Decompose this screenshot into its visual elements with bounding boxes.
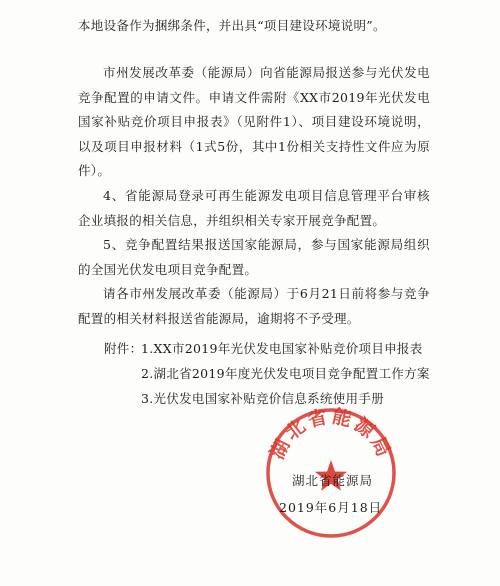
signature-date: 2019年6月18日 xyxy=(279,500,383,515)
attachment-item-1: 1.XX市2019年光伏发电国家补贴竞价项目申报表 xyxy=(141,341,423,356)
attachment-item-3: 3.光伏发电国家补贴竞价信息系统使用手册 xyxy=(141,391,384,406)
paragraph-application-files: 市州发展改革委（能源局）向省能源局报送参与光伏发电竞争配置的申请文件。申请文件需附《XX市2019年光伏发电国家补贴竞价项目申报表》（见附件1）、项目建设环境说明，以及项目申报材料（1式5份，其中1份相关支持性文件应为原件）。 xyxy=(78,65,430,178)
attachment-item-2: 2.湖北省2019年度光伏发电项目竞争配置工作方案 xyxy=(141,366,430,381)
paragraph-environment-note: 本地设备作为捆绑条件，并出具“项目建设环境说明”。 xyxy=(78,18,386,33)
svg-text:湖北省能源局: 湖北省能源局 xyxy=(266,405,396,463)
attachments-label: 附件： xyxy=(104,341,143,356)
paragraph-item-5: 5、竞争配置结果报送国家能源局，参与国家能源局组织的全国光伏发电项目竞争配置。 xyxy=(78,237,430,277)
paragraph-deadline: 请各市州发展改革委（能源局）于6月21日前将参与竞争配置的相关材料报送省能源局，逾期将不予受理。 xyxy=(78,286,430,326)
paragraph-item-4: 4、省能源局登录可再生能源发电项目信息管理平台审核企业填报的相关信息，并组织相关专家开展竞争配置。 xyxy=(78,188,430,228)
signature-organization: 湖北省能源局 xyxy=(292,473,374,488)
